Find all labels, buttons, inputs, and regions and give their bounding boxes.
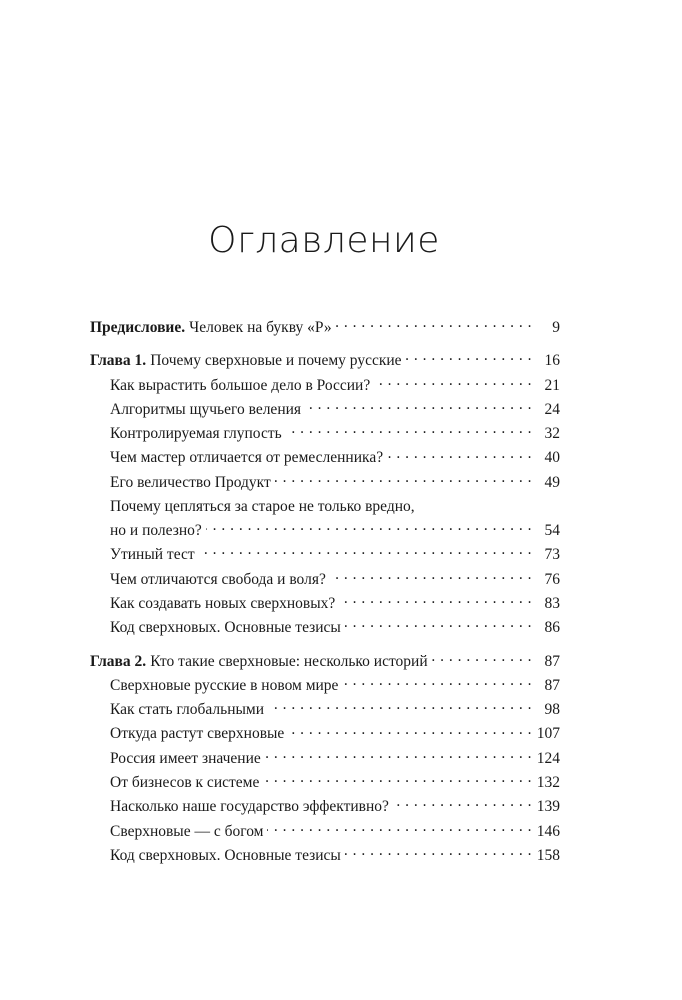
page-number: 86 xyxy=(544,619,560,637)
dot-leader xyxy=(374,374,532,390)
toc-entry-preface[interactable] xyxy=(90,316,560,340)
entry-title: Кто такие сверхновые: несколько историй xyxy=(150,652,428,670)
toc-entry-chapter-2[interactable] xyxy=(90,650,560,674)
dot-leader xyxy=(286,423,532,439)
dot-leader xyxy=(342,674,532,690)
toc-entry-section[interactable] xyxy=(110,446,560,470)
toc-entry-section[interactable] xyxy=(110,747,560,771)
entry-title: Сверхновые — с богом xyxy=(110,822,264,840)
toc-entry-section[interactable] xyxy=(110,543,560,567)
entry-label: Предисловие. xyxy=(90,319,186,336)
entry-title: Насколько наше государство эффективно? xyxy=(110,798,389,816)
entry-title: Код сверхновых. Основные тезисы xyxy=(110,846,341,864)
toc-entry-section[interactable] xyxy=(110,795,560,819)
page-number: 139 xyxy=(536,798,560,816)
entry-title: Откуда растут сверхновые xyxy=(110,725,285,743)
entry-label: Глава 2. xyxy=(90,652,147,670)
dot-leader xyxy=(345,844,532,860)
page-title: Оглавление xyxy=(208,220,440,262)
entry-title: Сверхновые русские в новом мире xyxy=(110,676,339,694)
page-number: 98 xyxy=(544,701,560,719)
page-number: 49 xyxy=(544,473,560,491)
page-number: 87 xyxy=(544,676,560,694)
page-number: 40 xyxy=(544,449,560,467)
toc-entry-section[interactable] xyxy=(110,398,560,422)
page-number: 21 xyxy=(544,376,560,394)
page-number: 158 xyxy=(536,846,560,864)
dot-leader xyxy=(336,317,532,333)
dot-leader xyxy=(330,568,532,584)
toc-entry-section[interactable] xyxy=(110,820,560,844)
entry-title: Как стать глобальными xyxy=(110,701,265,719)
page-number: 132 xyxy=(536,774,560,792)
toc-entry-chapter-1[interactable] xyxy=(90,349,560,373)
page-number: 124 xyxy=(536,749,560,767)
page-number: 16 xyxy=(544,352,560,370)
entry-title: Как вырастить большое дело в России? xyxy=(110,376,371,394)
dot-leader xyxy=(432,650,532,666)
entry-title: Контролируемая глупость xyxy=(110,425,282,443)
dot-leader xyxy=(345,617,532,633)
entry-title: но и полезно? xyxy=(110,522,202,540)
page-number: 87 xyxy=(544,652,560,670)
page-number: 32 xyxy=(544,425,560,443)
dot-leader xyxy=(393,796,532,812)
entry-title: Почему сверхновые и почему русские xyxy=(150,352,402,370)
dot-leader xyxy=(288,723,532,739)
page-number: 76 xyxy=(544,570,560,588)
entry-title: Код сверхновых. Основные тезисы xyxy=(110,619,341,637)
dot-leader xyxy=(275,471,532,487)
dot-leader xyxy=(268,699,532,715)
dot-leader xyxy=(305,398,532,414)
toc-entry-section[interactable] xyxy=(110,722,560,746)
page-number: 9 xyxy=(552,319,560,336)
page-number: 83 xyxy=(544,594,560,612)
toc-entry-section[interactable] xyxy=(110,771,560,795)
entry-title: Утиный тест xyxy=(110,546,195,564)
dot-leader xyxy=(199,544,532,560)
page-number: 24 xyxy=(544,400,560,418)
toc-entry-section[interactable] xyxy=(110,674,560,698)
dot-leader xyxy=(267,820,532,836)
entry-title: Как создавать новых сверхновых? xyxy=(110,594,336,612)
dot-leader xyxy=(387,447,532,463)
entry-title: Чем мастер отличается от ремесленника? xyxy=(110,449,384,467)
dot-leader xyxy=(265,747,532,763)
entry-title: Чем отличаются свобода и воля? xyxy=(110,570,326,588)
entry-title: Его величество Продукт xyxy=(110,473,271,491)
toc-entry-section[interactable] xyxy=(110,374,560,398)
toc-entry-section[interactable] xyxy=(110,568,560,592)
toc-entry-section[interactable] xyxy=(110,422,560,446)
page-number: 146 xyxy=(536,822,560,840)
page-number: 54 xyxy=(544,522,560,540)
toc-entry-section[interactable] xyxy=(110,471,560,495)
toc-entry-section[interactable] xyxy=(110,592,560,616)
dot-leader xyxy=(406,350,532,366)
entry-label: Глава 1. xyxy=(90,352,147,370)
page-number: 107 xyxy=(536,725,560,743)
entry-title-line-1[interactable]: Почему цепляться за старое не только вредно, xyxy=(110,498,415,516)
dot-leader xyxy=(206,520,532,536)
page-number: 73 xyxy=(544,546,560,564)
toc-entry-section[interactable] xyxy=(110,519,560,543)
toc-entry-section[interactable] xyxy=(110,698,560,722)
entry-title: Алгоритмы щучьего веления xyxy=(110,400,302,418)
dot-leader xyxy=(263,772,532,788)
toc-entry-section[interactable] xyxy=(110,616,560,640)
dot-leader xyxy=(339,592,532,608)
entry-title: Россия имеет значение xyxy=(110,749,261,767)
table-of-contents xyxy=(90,316,560,868)
entry-title: От бизнесов к системе xyxy=(110,774,260,792)
toc-entry-section[interactable] xyxy=(110,844,560,868)
entry-title: Человек на букву «Р» xyxy=(189,319,332,336)
